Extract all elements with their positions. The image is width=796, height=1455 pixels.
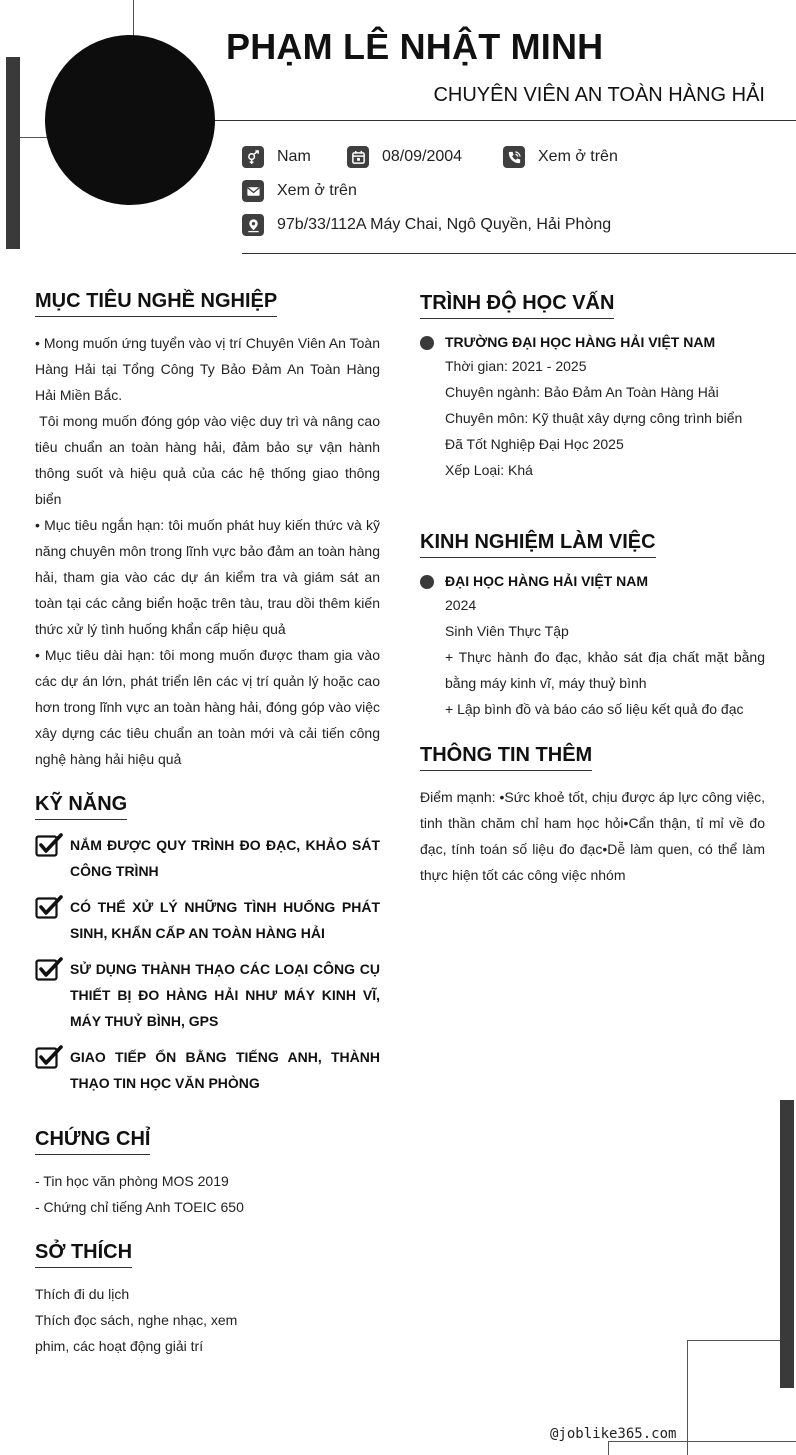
objective-text xyxy=(35,330,384,772)
experience-details xyxy=(445,592,765,722)
education-line: Chuyên ngành: Bảo Đảm An Toàn Hàng Hải xyxy=(445,384,719,400)
info-address xyxy=(242,214,611,236)
skill-item xyxy=(35,894,380,946)
experience-task: + Lập bình đồ và báo cáo số liệu kết quả đo đạc xyxy=(445,701,744,717)
objective-paragraph: • Mục tiêu dài hạn: tôi mong muốn được tham gia vào các dự án lớn, phát triển lên các vị trí quản lý hoặc cao hơn trong lĩnh vực an toàn hàng hải, đóng góp vào việc xây dựng các tiêu chuẩn an toàn mới và cải tiến công nghệ hàng hải hiệu quả xyxy=(35,647,380,767)
skill-text: CÓ THỂ XỬ LÝ NHỮNG TÌNH HUỐNG PHÁT SINH, KHẨN CẤP AN TOÀN HÀNG HẢI xyxy=(70,899,380,941)
extra-text: Điểm mạnh: •Sức khoẻ tốt, chịu được áp lực công việc, tinh thần chăm chỉ ham học hỏi•Cẩn thận, tỉ mỉ về đo đạc, tính toán số liệu đo đạc•Dễ làm quen, có thể làm thực hiện tốt các công việc nhóm xyxy=(420,789,765,883)
experience-year: 2024 xyxy=(445,597,477,613)
experience-task: + Thực hành đo đạc, khảo sát địa chất mặt bằng bằng máy kinh vĩ, máy thuỷ bình xyxy=(445,649,765,691)
info-phone xyxy=(503,146,618,168)
objective-paragraph: Tôi mong muốn đóng góp vào việc duy trì và nâng cao tiêu chuẩn an toàn hàng hải, đảm bảo sự vận hành thông suốt và hiệu quả của các hệ thống giao thông biển xyxy=(35,413,384,507)
info-birthdate xyxy=(347,146,462,168)
hobby-item: Thích đi du lịch xyxy=(35,1286,130,1302)
education-section xyxy=(420,292,614,319)
skill-text: NẮM ĐƯỢC QUY TRÌNH ĐO ĐẠC, KHẢO SÁT CÔNG TRÌNH xyxy=(70,837,380,879)
candidate-name: PHẠM LÊ NHẬT MINH xyxy=(226,26,604,67)
section-title: KỸ NĂNG xyxy=(35,793,127,820)
skill-item xyxy=(35,1044,380,1096)
info-gender xyxy=(242,146,311,168)
skill-item xyxy=(35,956,380,1034)
decor-line xyxy=(133,0,134,36)
checkbox-icon xyxy=(35,895,63,919)
education-line: Đã Tốt Nghiệp Đại Học 2025 xyxy=(445,436,624,452)
bullet-dot xyxy=(420,575,434,589)
address-value: 97b/33/112A Máy Chai, Ngô Quyền, Hải Phòng xyxy=(277,216,612,233)
checkbox-icon xyxy=(35,833,63,857)
hobby-item: phim, các hoạt động giải trí xyxy=(35,1338,204,1354)
section-title: THÔNG TIN THÊM xyxy=(420,744,592,771)
phone-icon xyxy=(503,146,525,168)
section-title: KINH NGHIỆM LÀM VIỆC xyxy=(420,531,656,558)
hobby-item: Thích đọc sách, nghe nhạc, xem xyxy=(35,1312,238,1328)
organization-name: ĐẠI HỌC HÀNG HẢI VIỆT NAM xyxy=(445,573,648,589)
skill-text: GIAO TIẾP ỔN BẰNG TIẾNG ANH, THÀNH THẠO TIN HỌC VĂN PHÒNG xyxy=(70,1049,380,1091)
education-details xyxy=(445,353,765,483)
gender-value: Nam xyxy=(277,148,311,165)
decor-line xyxy=(20,137,48,138)
education-line: Thời gian: 2021 - 2025 xyxy=(445,358,587,374)
section-title: MỤC TIÊU NGHỀ NGHIỆP xyxy=(35,290,277,317)
checkbox-icon xyxy=(35,1045,63,1069)
hobbies-list xyxy=(35,1281,237,1359)
education-line: Chuyên môn: Kỹ thuật xây dựng công trình biển xyxy=(445,410,743,426)
watermark: @joblike365.com xyxy=(550,1426,677,1442)
phone-value: Xem ở trên xyxy=(538,148,618,165)
section-title: TRÌNH ĐỘ HỌC VẤN xyxy=(420,292,614,319)
gender-icon xyxy=(242,146,264,168)
objective-paragraph: • Mục tiêu ngắn hạn: tôi muốn phát huy kiến thức và kỹ năng chuyên môn trong lĩnh vực bảo đảm an toàn hàng hải, tham gia vào các dự án kiểm tra và giám sát an toàn tại các cảng biển hoặc trên tàu, trau dồi thêm kiến thức xử lý tình huống khẩn cấp hiệu quả xyxy=(35,517,380,637)
experience-section xyxy=(420,531,656,558)
skills-section xyxy=(35,793,127,820)
job-title: CHUYÊN VIÊN AN TOÀN HÀNG HẢI xyxy=(433,84,765,106)
objective-section xyxy=(35,290,277,317)
section-title: CHỨNG CHỈ xyxy=(35,1128,150,1155)
decor-bar-left xyxy=(6,57,20,249)
certificate-item: - Chứng chỉ tiếng Anh TOEIC 650 xyxy=(35,1199,244,1215)
email-icon xyxy=(242,180,264,202)
skill-item xyxy=(35,832,380,884)
email-value: Xem ở trên xyxy=(277,182,357,199)
divider xyxy=(242,253,796,254)
certificates-list xyxy=(35,1168,244,1220)
calendar-icon xyxy=(347,146,369,168)
decor-line xyxy=(687,1340,688,1455)
section-title: SỞ THÍCH xyxy=(35,1241,132,1268)
info-email xyxy=(242,180,357,202)
location-icon xyxy=(242,214,264,236)
skill-text: SỬ DỤNG THÀNH THẠO CÁC LOẠI CÔNG CỤ THIẾT BỊ ĐO HÀNG HẢI NHƯ MÁY KINH VĨ, MÁY THUỶ BÌNH, GPS xyxy=(70,961,380,1029)
decor-line xyxy=(687,1340,780,1341)
divider xyxy=(215,120,796,121)
experience-role: Sinh Viên Thực Tập xyxy=(445,623,569,639)
certificates-section xyxy=(35,1128,150,1155)
objective-paragraph: • Mong muốn ứng tuyển vào vị trí Chuyên Viên An Toàn Hàng Hải tại Tổng Công Ty Bảo Đảm An Toàn Hàng Hải Miền Bắc. xyxy=(35,335,380,403)
education-line: Xếp Loại: Khá xyxy=(445,462,533,478)
school-name: TRƯỜNG ĐẠI HỌC HÀNG HẢI VIỆT NAM xyxy=(445,334,716,350)
certificate-item: - Tin học văn phòng MOS 2019 xyxy=(35,1173,229,1189)
extra-section xyxy=(420,744,592,771)
birthdate-value: 08/09/2004 xyxy=(382,148,463,165)
checkbox-icon xyxy=(35,957,63,981)
avatar xyxy=(45,35,215,205)
decor-bar-right xyxy=(780,1100,794,1388)
decor-line xyxy=(608,1441,609,1455)
bullet-dot xyxy=(420,336,434,350)
hobbies-section xyxy=(35,1241,132,1268)
